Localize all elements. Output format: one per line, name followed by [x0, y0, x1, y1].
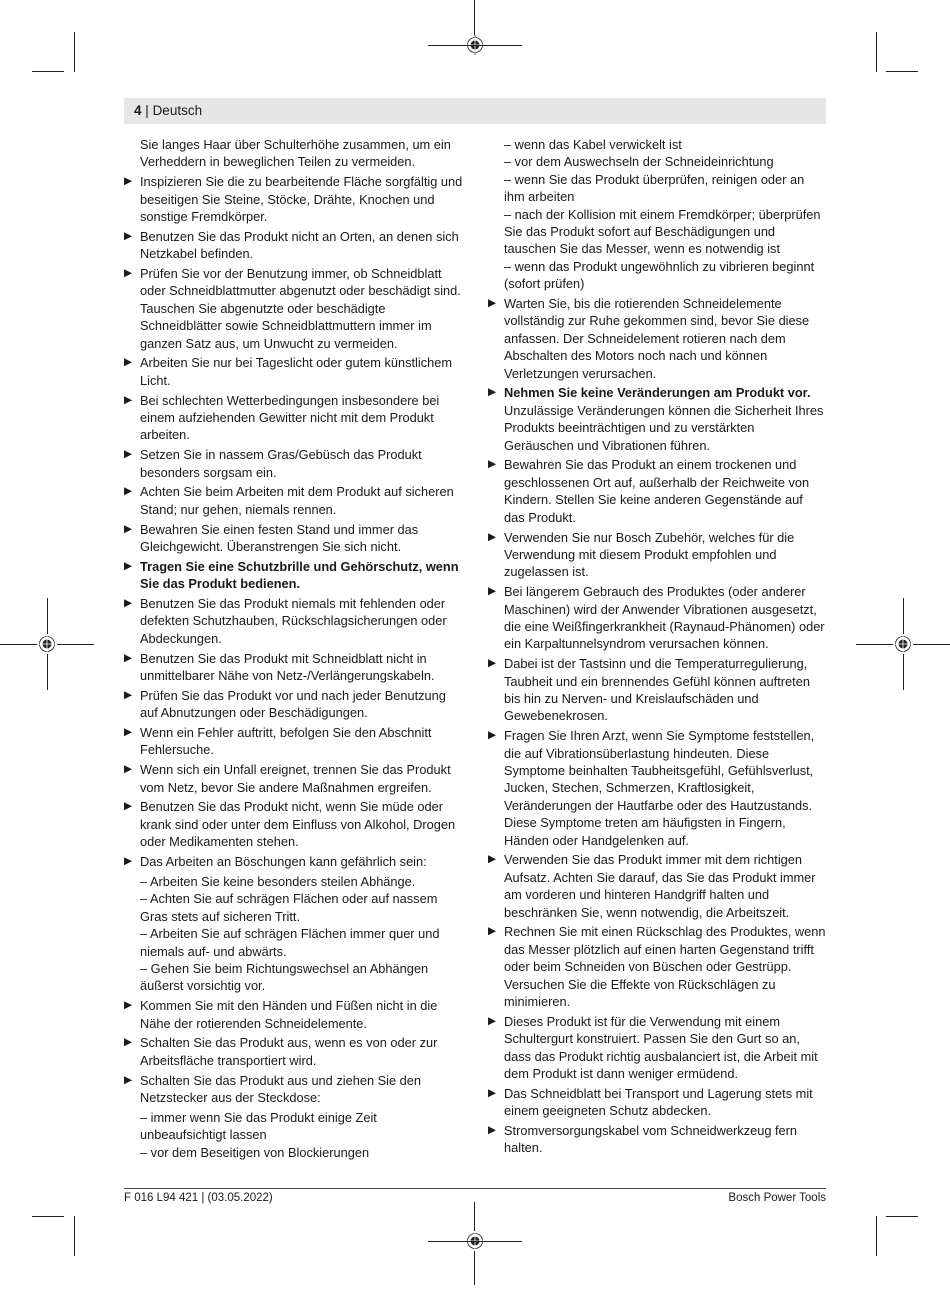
bullet-arrow-icon: ▶ [124, 1073, 133, 1086]
bullet-arrow-icon: ▶ [124, 522, 133, 535]
body-text: Dieses Produkt ist für die Verwendung mit einem Schultergurt konstruiert. Passen Sie den Gurt so an, dass das Produkt richtig ausbalanciert ist, die Arbeit mit dem Produkt ist dann weniger ermüdend. [504, 1013, 818, 1082]
bullet-arrow-icon: ▶ [488, 729, 497, 742]
crop-mark [913, 644, 950, 645]
body-text: Benutzen Sie das Produkt nicht an Orten, an denen sich Netzkabel befinden. [140, 228, 459, 262]
bullet-arrow-icon: ▶ [124, 393, 133, 406]
body-text: – Achten Sie auf schrägen Flächen oder auf nassem Gras stets auf sicheren Tritt. [140, 891, 438, 924]
list-item [124, 392, 464, 444]
bullet-arrow-icon: ▶ [124, 229, 133, 242]
list-item [124, 650, 464, 685]
list-item [488, 1085, 826, 1120]
list-item [124, 265, 464, 352]
page-number: 4 [134, 103, 142, 118]
body-text: Stromversorgungskabel vom Schneidwerkzeug fern halten. [504, 1123, 798, 1156]
list-item [488, 1122, 826, 1157]
bullet-arrow-icon: ▶ [124, 1036, 133, 1049]
list-item [124, 521, 464, 556]
crop-mark [428, 45, 522, 46]
body-text: Wenn sich ein Unfall ereignet, trennen Sie das Produkt vom Netz, bevor Sie andere Maßnahmen ergreifen. [140, 762, 451, 795]
crop-mark [886, 71, 918, 72]
list-item [124, 595, 464, 647]
paragraph [488, 258, 826, 293]
list-item [488, 727, 826, 849]
crop-mark [474, 0, 475, 35]
body-text: Unzulässige Veränderungen können die Sicherheit Ihres Produkts beeinträchtigen und zu verstärkten Geräuschen und Vibrationen führen. [504, 402, 824, 453]
paragraph [124, 873, 464, 890]
paragraph [488, 153, 826, 170]
bullet-arrow-icon: ▶ [488, 657, 497, 670]
list-item [488, 851, 826, 921]
body-text: Bei längerem Gebrauch des Produktes (oder anderer Maschinen) wird der Anwender Vibrationen ausgesetzt, die eine Weißfingerkrankheit (Raynaud-Phänomen) oder ein Karpaltunnelsyndrom verursachen können. [504, 584, 825, 652]
body-text: Sie langes Haar über Schulterhöhe zusammen, um ein Verheddern in beweglichen Teilen zu vermeiden. [140, 137, 451, 170]
body-text: Benutzen Sie das Produkt niemals mit fehlenden oder defekten Schutzhauben, Rückschlagsicherungen oder Abdeckungen. [140, 596, 447, 646]
body-text: Kommen Sie mit den Händen und Füßen nicht in die Nähe der rotierenden Schneidelemente. [140, 998, 438, 1031]
footer-brand: Bosch Power Tools [728, 1192, 826, 1204]
body-text: Verwenden Sie das Produkt immer mit dem richtigen Aufsatz. Achten Sie darauf, das Sie das Produkt immer am vorderen und hinteren Handgriff halten und beschränken Sie, wenn notwendig, die Arbeitszeit. [504, 852, 816, 920]
crop-mark [32, 1216, 64, 1217]
footer-doc-id: F 016 L94 421 | (03.05.2022) [124, 1192, 273, 1204]
body-text: Wenn ein Fehler auftritt, befolgen Sie den Abschnitt Fehlersuche. [140, 725, 432, 758]
paragraph [124, 136, 464, 171]
body-text: Setzen Sie in nassem Gras/Gebüsch das Produkt besonders sorgsam ein. [140, 447, 422, 480]
list-item [124, 483, 464, 518]
crop-mark [474, 1251, 475, 1285]
bullet-arrow-icon: ▶ [124, 688, 133, 701]
body-text: Bewahren Sie das Produkt an einem trockenen und geschlossenen Ort auf, außerhalb der Reichweite von Kindern. Stellen Sie keine anderen Gegenstände auf das Produkt. [504, 457, 810, 525]
body-text: Inspizieren Sie die zu bearbeitende Fläche sorgfältig und beseitigen Sie Steine, Stöcke, Drähte, Knochen und sonstige Fremdkörper. [140, 174, 463, 225]
body-text: Schalten Sie das Produkt aus und ziehen Sie den Netzstecker aus der Steckdose: [140, 1072, 422, 1105]
bullet-arrow-icon: ▶ [124, 175, 133, 188]
body-text: – vor dem Auswechseln der Schneideinrichtung [504, 154, 774, 170]
list-item [488, 384, 826, 454]
list-item [124, 354, 464, 389]
body-text: Fragen Sie Ihren Arzt, wenn Sie Symptome feststellen, die auf Vibrationsüberlastung hindeuten. Diese Symptome beinhalten Taubheitsgefühl, Gefühlsverlust, Jucken, Stechen, Schmerzen, Kraftlosigkeit, Veränderungen der Hautfarbe oder des Hautzustands. Diese Symptome treten am häufigsten in Fingern, Händen oder Handgelenken auf. [504, 728, 815, 848]
list-item [488, 456, 826, 526]
paragraph [124, 1144, 464, 1161]
header-bar [124, 98, 826, 124]
bullet-arrow-icon: ▶ [488, 1086, 497, 1099]
header-separator: | [145, 103, 149, 118]
bullet-arrow-icon: ▶ [124, 597, 133, 610]
body-text: Prüfen Sie das Produkt vor und nach jeder Benutzung auf Abnutzungen oder Beschädigungen. [140, 687, 446, 721]
list-item [124, 558, 464, 593]
body-text: – nach der Kollision mit einem Fremdkörper; überprüfen Sie das Produkt sofort auf Beschädigungen und tauschen Sie das Messer, wenn es notwendig ist [504, 206, 821, 257]
bullet-arrow-icon: ▶ [124, 726, 133, 739]
list-item [124, 853, 464, 870]
crop-mark [876, 32, 877, 72]
bullet-arrow-icon: ▶ [124, 651, 133, 664]
body-text: – Gehen Sie beim Richtungswechsel an Abhängen äußerst vorsichtig vor. [140, 960, 429, 994]
bullet-arrow-icon: ▶ [124, 559, 133, 572]
body-text: Das Arbeiten an Böschungen kann gefährlich sein: [140, 854, 427, 870]
bullet-arrow-icon: ▶ [488, 925, 497, 938]
crop-mark [903, 598, 904, 634]
crop-mark [47, 598, 48, 634]
paragraph [488, 171, 826, 206]
bullet-arrow-icon: ▶ [124, 448, 133, 461]
body-text: – vor dem Beseitigen von Blockierungen [140, 1144, 370, 1160]
bullet-arrow-icon: ▶ [124, 800, 133, 813]
crop-mark [74, 1216, 75, 1256]
list-item [124, 228, 464, 263]
list-item [124, 446, 464, 481]
bullet-arrow-icon: ▶ [124, 855, 133, 868]
body-text: – wenn Sie das Produkt überprüfen, reinigen oder an ihm arbeiten [504, 171, 805, 205]
body-text: Bewahren Sie einen festen Stand und immer das Gleichgewicht. Überanstrengen Sie sich nicht. [140, 521, 419, 555]
list-item [488, 583, 826, 653]
bullet-arrow-icon: ▶ [488, 853, 497, 866]
body-text: – wenn das Kabel verwickelt ist [504, 137, 682, 152]
list-item [124, 1034, 464, 1069]
crop-mark [47, 654, 48, 690]
bullet-arrow-icon: ▶ [488, 1014, 497, 1027]
bold-text: Nehmen Sie keine Veränderungen am Produkt vor. [504, 385, 811, 401]
list-item [124, 687, 464, 722]
page-header [134, 102, 202, 120]
crop-mark [474, 1202, 475, 1231]
registration-mark-icon [893, 634, 913, 654]
body-text: Benutzen Sie das Produkt nicht, wenn Sie müde oder krank sind oder unter dem Einfluss von Alkohol, Drogen oder Medikamenten stehen. [140, 799, 456, 850]
body-text: – wenn das Produkt ungewöhnlich zu vibrieren beginnt (sofort prüfen) [504, 258, 815, 292]
paragraph [124, 890, 464, 925]
right-column [488, 136, 826, 1159]
body-text: Dabei ist der Tastsinn und die Temperaturregulierung, Taubheit und ein brennendes Gefühl können auftreten bis hin zu Nerven- und Kreislaufschäden und Gewebenekrosen. [504, 656, 810, 724]
crop-mark [74, 32, 75, 72]
body-text: Achten Sie beim Arbeiten mit dem Produkt auf sicheren Stand; nur gehen, niemals rennen. [140, 484, 454, 517]
paragraph [124, 925, 464, 960]
body-text: Das Schneidblatt bei Transport und Lagerung stets mit einem geeigneten Schutz abdecken. [504, 1085, 813, 1119]
registration-mark-icon [37, 634, 57, 654]
list-item [488, 655, 826, 725]
bullet-arrow-icon: ▶ [488, 458, 497, 471]
list-item [488, 295, 826, 382]
list-item [488, 923, 826, 1010]
list-item [124, 724, 464, 759]
paragraph [488, 136, 826, 153]
list-item [124, 997, 464, 1032]
crop-mark [856, 644, 893, 645]
crop-mark [57, 644, 94, 645]
crop-mark [886, 1216, 918, 1217]
bullet-arrow-icon: ▶ [124, 485, 133, 498]
body-text: – Arbeiten Sie keine besonders steilen Abhänge. [140, 873, 416, 889]
bullet-arrow-icon: ▶ [124, 999, 133, 1012]
body-text: Prüfen Sie vor der Benutzung immer, ob Schneidblatt oder Schneidblattmutter abgenutzt oder beschädigt sind. Tauschen Sie abgenutzte oder beschädigte Schneidblätter sowie Schneidblattmuttern immer im ganzen Satz aus, um Unwucht zu vermeiden. [140, 266, 461, 351]
bullet-arrow-icon: ▶ [488, 530, 497, 543]
bullet-arrow-icon: ▶ [488, 1124, 497, 1137]
footer-rule [124, 1188, 826, 1189]
body-text: – immer wenn Sie das Produkt einige Zeit unbeaufsichtigt lassen [140, 1109, 377, 1143]
body-text: Bei schlechten Wetterbedingungen insbesondere bei einem aufziehenden Gewitter nicht mit dem Produkt arbeiten. [140, 392, 440, 443]
list-item [124, 798, 464, 850]
list-item [124, 1072, 464, 1107]
header-language: Deutsch [152, 103, 203, 118]
bullet-arrow-icon: ▶ [124, 763, 133, 776]
crop-mark [428, 1241, 522, 1242]
paragraph [124, 960, 464, 995]
paragraph [124, 1109, 464, 1144]
bullet-arrow-icon: ▶ [488, 585, 497, 598]
crop-mark [0, 644, 37, 645]
body-text: – Arbeiten Sie auf schrägen Flächen immer quer und niemals auf- und abwärts. [140, 926, 440, 959]
bullet-arrow-icon: ▶ [488, 386, 497, 399]
bullet-arrow-icon: ▶ [124, 267, 133, 280]
list-item [124, 173, 464, 225]
list-item [488, 1013, 826, 1083]
bullet-arrow-icon: ▶ [488, 297, 497, 310]
list-item [124, 761, 464, 796]
crop-mark [32, 71, 64, 72]
paragraph [488, 206, 826, 258]
body-text: Warten Sie, bis die rotierenden Schneidelemente vollständig zur Ruhe gekommen sind, bevor Sie diese anfassen. Der Schneidelement rotieren nach dem Abschalten des Motors noch nach und können Verletzungen verursachen. [504, 296, 810, 381]
bullet-arrow-icon: ▶ [124, 356, 133, 369]
crop-mark [876, 1216, 877, 1256]
body-text: Verwenden Sie nur Bosch Zubehör, welches für die Verwendung mit diesem Produkt empfohlen und zugelassen ist. [504, 529, 795, 580]
body-text: Rechnen Sie mit einen Rückschlag des Produktes, wenn das Messer plötzlich auf einen harten Gegenstand trifft oder beim Schneiden von Büschen oder Gestrüpp. Versuchen Sie die Effekte von Rückschlägen zu minimieren. [504, 924, 826, 1010]
list-item [488, 529, 826, 581]
left-column [124, 136, 464, 1161]
bold-text: Tragen Sie eine Schutzbrille und Gehörschutz, wenn Sie das Produkt bedienen. [140, 558, 459, 592]
body-text: Arbeiten Sie nur bei Tageslicht oder gutem künstlichem Licht. [140, 355, 453, 388]
body-text: Benutzen Sie das Produkt mit Schneidblatt nicht in unmittelbarer Nähe von Netz-/Verlängerungskabeln. [140, 650, 435, 684]
crop-mark [903, 654, 904, 690]
body-text: Schalten Sie das Produkt aus, wenn es von oder zur Arbeitsfläche transportiert wird. [140, 1035, 438, 1068]
